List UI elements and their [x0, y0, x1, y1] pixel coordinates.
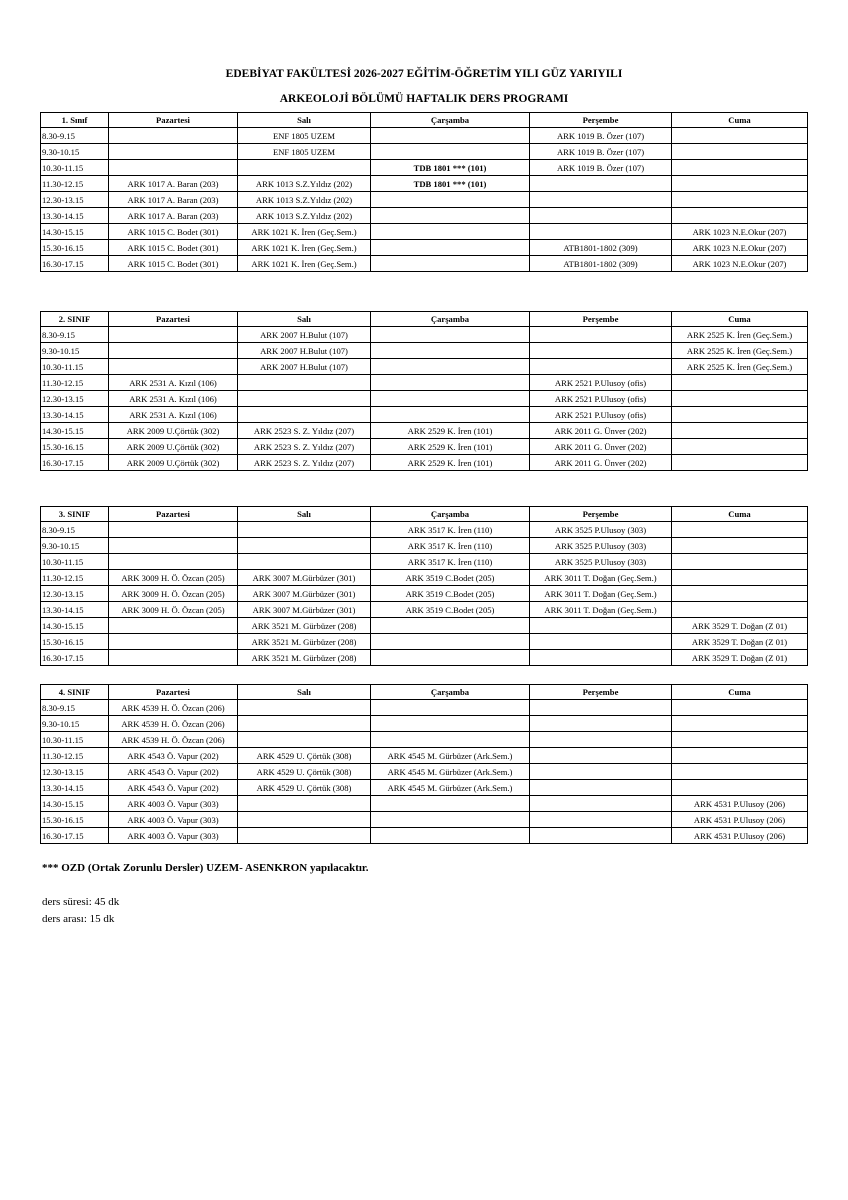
- table-row: [41, 716, 808, 732]
- course-cell: [530, 618, 672, 634]
- course-cell: ARK 1013 S.Z.Yıldız (202): [238, 208, 371, 224]
- day-header: Cuma: [672, 113, 808, 128]
- course-cell: ARK 1017 A. Baran (203): [109, 208, 238, 224]
- course-cell: [672, 748, 808, 764]
- course-cell: [530, 700, 672, 716]
- table-row: [41, 144, 808, 160]
- course-cell: TDB 1801 *** (101): [371, 160, 530, 176]
- course-cell: [672, 176, 808, 192]
- course-cell: [530, 176, 672, 192]
- course-cell: TDB 1801 *** (101): [371, 176, 530, 192]
- class-year-header: 1. Sınıf: [41, 113, 109, 128]
- course-cell: [371, 208, 530, 224]
- course-cell: ARK 3517 K. İren (110): [371, 554, 530, 570]
- time-slot-cell: 14.30-15.15: [41, 423, 109, 439]
- time-slot-cell: 13.30-14.15: [41, 208, 109, 224]
- course-cell: [672, 423, 808, 439]
- day-header: Pazartesi: [109, 685, 238, 700]
- course-cell: ARK 4539 H. Ö. Özcan (206): [109, 716, 238, 732]
- course-cell: [672, 780, 808, 796]
- class-year-header: 3. SINIF: [41, 507, 109, 522]
- table-row: [41, 650, 808, 666]
- table-row: [41, 796, 808, 812]
- course-cell: ARK 3529 T. Doğan (Z 01): [672, 634, 808, 650]
- table-row: [41, 455, 808, 471]
- ozd-note: *** OZD (Ortak Zorunlu Dersler) UZEM- ASENKRON yapılacaktır.: [42, 862, 369, 874]
- course-cell: ARK 1023 N.E.Okur (207): [672, 240, 808, 256]
- lesson-duration-note: ders süresi: 45 dk: [42, 896, 120, 908]
- day-header: Cuma: [672, 685, 808, 700]
- table-row: [41, 407, 808, 423]
- course-cell: ARK 1017 A. Baran (203): [109, 192, 238, 208]
- course-cell: ARK 2523 S. Z. Yıldız (207): [238, 455, 371, 471]
- course-cell: [238, 538, 371, 554]
- course-cell: [371, 256, 530, 272]
- course-cell: ARK 1015 C. Bodet (301): [109, 224, 238, 240]
- table-row: [41, 522, 808, 538]
- course-cell: [371, 650, 530, 666]
- course-cell: ARK 3519 C.Bodet (205): [371, 586, 530, 602]
- course-cell: [371, 240, 530, 256]
- class-year-header: 2. SINIF: [41, 312, 109, 327]
- day-header: Çarşamba: [371, 312, 530, 327]
- course-cell: [109, 554, 238, 570]
- course-cell: [672, 407, 808, 423]
- break-duration-note: ders arası: 15 dk: [42, 913, 115, 925]
- course-cell: [530, 748, 672, 764]
- course-cell: [238, 160, 371, 176]
- course-cell: [238, 407, 371, 423]
- department-title: ARKEOLOJİ BÖLÜMÜ HAFTALIK DERS PROGRAMI: [279, 93, 569, 105]
- course-cell: [109, 538, 238, 554]
- course-cell: [371, 700, 530, 716]
- course-cell: [530, 828, 672, 844]
- table-row: [41, 634, 808, 650]
- course-cell: ARK 3011 T. Doğan (Geç.Sem.): [530, 586, 672, 602]
- time-slot-cell: 15.30-16.15: [41, 240, 109, 256]
- course-cell: [109, 634, 238, 650]
- course-cell: ARK 2529 K. İren (101): [371, 455, 530, 471]
- time-slot-cell: 10.30-11.15: [41, 554, 109, 570]
- course-cell: [530, 192, 672, 208]
- course-cell: ARK 3011 T. Doğan (Geç.Sem.): [530, 602, 672, 618]
- course-cell: ARK 2525 K. İren (Geç.Sem.): [672, 343, 808, 359]
- course-cell: ARK 3525 P.Ulusoy (303): [530, 554, 672, 570]
- time-slot-cell: 10.30-11.15: [41, 160, 109, 176]
- course-cell: ARK 3009 H. Ö. Özcan (205): [109, 602, 238, 618]
- course-cell: ARK 3009 H. Ö. Özcan (205): [109, 570, 238, 586]
- time-slot-cell: 14.30-15.15: [41, 224, 109, 240]
- table-row: [41, 327, 808, 343]
- course-cell: ARK 4529 U. Çörtük (308): [238, 780, 371, 796]
- course-cell: [109, 160, 238, 176]
- day-header: Çarşamba: [371, 507, 530, 522]
- time-slot-cell: 11.30-12.15: [41, 570, 109, 586]
- time-slot-cell: 14.30-15.15: [41, 618, 109, 634]
- day-header: Perşembe: [530, 685, 672, 700]
- faculty-title: EDEBİYAT FAKÜLTESİ 2026-2027 EĞİTİM-ÖĞRETİM YILI GÜZ YARIYILI: [225, 68, 623, 80]
- course-cell: ARK 2009 U.Çörtük (302): [109, 423, 238, 439]
- course-cell: ARK 1021 K. İren (Geç.Sem.): [238, 224, 371, 240]
- time-slot-cell: 8.30-9.15: [41, 522, 109, 538]
- course-cell: [530, 780, 672, 796]
- time-slot-cell: 11.30-12.15: [41, 375, 109, 391]
- table-row: [41, 176, 808, 192]
- day-header: Cuma: [672, 507, 808, 522]
- course-cell: [238, 554, 371, 570]
- table-row: [41, 224, 808, 240]
- time-slot-cell: 16.30-17.15: [41, 650, 109, 666]
- course-cell: [109, 522, 238, 538]
- course-cell: ARK 1013 S.Z.Yıldız (202): [238, 176, 371, 192]
- course-cell: [672, 570, 808, 586]
- course-cell: ARK 2529 K. İren (101): [371, 423, 530, 439]
- course-cell: [371, 391, 530, 407]
- course-cell: [371, 732, 530, 748]
- table-row: [41, 780, 808, 796]
- course-cell: [371, 796, 530, 812]
- course-cell: ARK 2525 K. İren (Geç.Sem.): [672, 359, 808, 375]
- course-cell: ARK 3011 T. Doğan (Geç.Sem.): [530, 570, 672, 586]
- course-cell: ARK 4003 Ö. Vapur (303): [109, 812, 238, 828]
- table-row: [41, 538, 808, 554]
- course-cell: [371, 634, 530, 650]
- course-cell: ARK 1021 K. İren (Geç.Sem.): [238, 256, 371, 272]
- course-cell: [238, 700, 371, 716]
- course-cell: ARK 3521 M. Gürbüzer (208): [238, 618, 371, 634]
- time-slot-cell: 8.30-9.15: [41, 128, 109, 144]
- header-row: [41, 507, 808, 522]
- time-slot-cell: 8.30-9.15: [41, 327, 109, 343]
- course-cell: [672, 160, 808, 176]
- course-cell: [371, 343, 530, 359]
- day-header: Perşembe: [530, 312, 672, 327]
- course-cell: ARK 2531 A. Kızıl (106): [109, 375, 238, 391]
- course-cell: ARK 2525 K. İren (Geç.Sem.): [672, 327, 808, 343]
- time-slot-cell: 9.30-10.15: [41, 538, 109, 554]
- course-cell: ARK 2007 H.Bulut (107): [238, 343, 371, 359]
- course-cell: [238, 375, 371, 391]
- course-cell: ARK 4531 P.Ulusoy (206): [672, 828, 808, 844]
- course-cell: [672, 192, 808, 208]
- course-cell: [530, 812, 672, 828]
- table-row: [41, 240, 808, 256]
- table-row: [41, 423, 808, 439]
- schedule-table-year-4: [40, 684, 808, 844]
- course-cell: ARK 4543 Ö. Vapur (202): [109, 780, 238, 796]
- course-cell: [672, 732, 808, 748]
- course-cell: [530, 650, 672, 666]
- time-slot-cell: 16.30-17.15: [41, 256, 109, 272]
- course-cell: ENF 1805 UZEM: [238, 128, 371, 144]
- course-cell: [109, 327, 238, 343]
- course-cell: [530, 634, 672, 650]
- table-row: [41, 391, 808, 407]
- time-slot-cell: 10.30-11.15: [41, 359, 109, 375]
- course-cell: [238, 522, 371, 538]
- time-slot-cell: 15.30-16.15: [41, 439, 109, 455]
- course-cell: ARK 1015 C. Bodet (301): [109, 256, 238, 272]
- course-cell: [530, 208, 672, 224]
- course-cell: [371, 327, 530, 343]
- course-cell: ARK 3007 M.Gürbüzer (301): [238, 602, 371, 618]
- day-header: Cuma: [672, 312, 808, 327]
- course-cell: [672, 208, 808, 224]
- day-header: Salı: [238, 685, 371, 700]
- course-cell: ARK 3009 H. Ö. Özcan (205): [109, 586, 238, 602]
- table-row: [41, 343, 808, 359]
- course-cell: [238, 812, 371, 828]
- course-cell: [371, 828, 530, 844]
- course-cell: [672, 144, 808, 160]
- course-cell: ARK 2007 H.Bulut (107): [238, 327, 371, 343]
- table-row: [41, 812, 808, 828]
- course-cell: ARK 2011 G. Ünver (202): [530, 455, 672, 471]
- course-cell: [530, 764, 672, 780]
- schedule-table-year-3: [40, 506, 808, 666]
- table-row: [41, 586, 808, 602]
- course-cell: [371, 192, 530, 208]
- time-slot-cell: 14.30-15.15: [41, 796, 109, 812]
- course-cell: ARK 4529 U. Çörtük (308): [238, 764, 371, 780]
- course-cell: [530, 224, 672, 240]
- course-cell: ARK 3529 T. Doğan (Z 01): [672, 618, 808, 634]
- course-cell: ARK 3519 C.Bodet (205): [371, 602, 530, 618]
- course-cell: ARK 2011 G. Ünver (202): [530, 423, 672, 439]
- table-row: [41, 375, 808, 391]
- course-cell: ARK 3525 P.Ulusoy (303): [530, 522, 672, 538]
- header-row: [41, 312, 808, 327]
- time-slot-cell: 15.30-16.15: [41, 812, 109, 828]
- course-cell: ARK 2521 P.Ulusoy (ofis): [530, 375, 672, 391]
- class-year-header: 4. SINIF: [41, 685, 109, 700]
- table-row: [41, 359, 808, 375]
- course-cell: [672, 602, 808, 618]
- time-slot-cell: 8.30-9.15: [41, 700, 109, 716]
- course-cell: ARK 1019 B. Özer (107): [530, 128, 672, 144]
- day-header: Salı: [238, 113, 371, 128]
- course-cell: [530, 716, 672, 732]
- course-cell: [672, 716, 808, 732]
- table-row: [41, 602, 808, 618]
- course-cell: ARK 4543 Ö. Vapur (202): [109, 764, 238, 780]
- table-row: [41, 439, 808, 455]
- course-cell: [672, 538, 808, 554]
- course-cell: [238, 828, 371, 844]
- course-cell: ARK 2011 G. Ünver (202): [530, 439, 672, 455]
- course-cell: [672, 586, 808, 602]
- time-slot-cell: 12.30-13.15: [41, 764, 109, 780]
- course-cell: [672, 128, 808, 144]
- course-cell: [371, 716, 530, 732]
- table-row: [41, 764, 808, 780]
- course-cell: ARK 4529 U. Çörtük (308): [238, 748, 371, 764]
- time-slot-cell: 16.30-17.15: [41, 828, 109, 844]
- course-cell: [371, 144, 530, 160]
- course-cell: ENF 1805 UZEM: [238, 144, 371, 160]
- course-cell: ARK 4543 Ö. Vapur (202): [109, 748, 238, 764]
- course-cell: [530, 359, 672, 375]
- course-cell: [371, 407, 530, 423]
- course-cell: ARK 3517 K. İren (110): [371, 522, 530, 538]
- time-slot-cell: 10.30-11.15: [41, 732, 109, 748]
- day-header: Salı: [238, 507, 371, 522]
- course-cell: ARK 1023 N.E.Okur (207): [672, 224, 808, 240]
- course-cell: ARK 4539 H. Ö. Özcan (206): [109, 700, 238, 716]
- course-cell: ARK 4003 Ö. Vapur (303): [109, 828, 238, 844]
- course-cell: ARK 2521 P.Ulusoy (ofis): [530, 407, 672, 423]
- course-cell: [672, 439, 808, 455]
- course-cell: [109, 128, 238, 144]
- course-cell: [672, 522, 808, 538]
- time-slot-cell: 12.30-13.15: [41, 391, 109, 407]
- course-cell: ARK 4531 P.Ulusoy (206): [672, 812, 808, 828]
- course-cell: [530, 343, 672, 359]
- day-header: Perşembe: [530, 113, 672, 128]
- time-slot-cell: 12.30-13.15: [41, 192, 109, 208]
- course-cell: [371, 375, 530, 391]
- course-cell: ARK 2531 A. Kızıl (106): [109, 391, 238, 407]
- course-cell: [371, 359, 530, 375]
- course-cell: ARK 4545 M. Gürbüzer (Ark.Sem.): [371, 764, 530, 780]
- schedule-table-year-2: [40, 311, 808, 471]
- course-cell: [672, 375, 808, 391]
- table-row: [41, 256, 808, 272]
- course-cell: ARK 3521 M. Gürbüzer (208): [238, 634, 371, 650]
- course-cell: [109, 343, 238, 359]
- course-cell: ARK 3517 K. İren (110): [371, 538, 530, 554]
- course-cell: [109, 650, 238, 666]
- course-cell: ARK 1021 K. İren (Geç.Sem.): [238, 240, 371, 256]
- course-cell: [109, 144, 238, 160]
- table-row: [41, 618, 808, 634]
- time-slot-cell: 9.30-10.15: [41, 343, 109, 359]
- day-header: Pazartesi: [109, 113, 238, 128]
- course-cell: ARK 2007 H.Bulut (107): [238, 359, 371, 375]
- course-cell: [530, 732, 672, 748]
- day-header: Çarşamba: [371, 685, 530, 700]
- course-cell: [109, 359, 238, 375]
- course-cell: ARK 4545 M. Gürbüzer (Ark.Sem.): [371, 748, 530, 764]
- header-row: [41, 113, 808, 128]
- course-cell: ARK 1015 C. Bodet (301): [109, 240, 238, 256]
- day-header: Çarşamba: [371, 113, 530, 128]
- day-header: Salı: [238, 312, 371, 327]
- course-cell: [371, 812, 530, 828]
- course-cell: ARK 1013 S.Z.Yıldız (202): [238, 192, 371, 208]
- course-cell: ARK 2531 A. Kızıl (106): [109, 407, 238, 423]
- course-cell: ATB1801-1802 (309): [530, 240, 672, 256]
- course-cell: [371, 618, 530, 634]
- course-cell: ARK 1019 B. Özer (107): [530, 144, 672, 160]
- time-slot-cell: 16.30-17.15: [41, 455, 109, 471]
- course-cell: ARK 4531 P.Ulusoy (206): [672, 796, 808, 812]
- table-row: [41, 128, 808, 144]
- time-slot-cell: 13.30-14.15: [41, 602, 109, 618]
- table-row: [41, 160, 808, 176]
- course-cell: [530, 327, 672, 343]
- course-cell: ATB1801-1802 (309): [530, 256, 672, 272]
- course-cell: [371, 224, 530, 240]
- course-cell: [371, 128, 530, 144]
- course-cell: ARK 2523 S. Z. Yıldız (207): [238, 423, 371, 439]
- time-slot-cell: 12.30-13.15: [41, 586, 109, 602]
- schedule-table-year-1: [40, 112, 808, 272]
- course-cell: ARK 3529 T. Doğan (Z 01): [672, 650, 808, 666]
- table-row: [41, 748, 808, 764]
- table-row: [41, 554, 808, 570]
- table-row: [41, 570, 808, 586]
- course-cell: [238, 796, 371, 812]
- course-cell: [672, 764, 808, 780]
- time-slot-cell: 9.30-10.15: [41, 144, 109, 160]
- course-cell: ARK 3525 P.Ulusoy (303): [530, 538, 672, 554]
- table-row: [41, 700, 808, 716]
- time-slot-cell: 11.30-12.15: [41, 176, 109, 192]
- course-cell: [672, 455, 808, 471]
- table-row: [41, 828, 808, 844]
- table-row: [41, 732, 808, 748]
- course-cell: [530, 796, 672, 812]
- course-cell: [238, 732, 371, 748]
- day-header: Pazartesi: [109, 507, 238, 522]
- table-row: [41, 192, 808, 208]
- course-cell: [672, 554, 808, 570]
- course-cell: ARK 3521 M. Gürbüzer (208): [238, 650, 371, 666]
- course-cell: ARK 3007 M.Gürbüzer (301): [238, 586, 371, 602]
- course-cell: ARK 4545 M. Gürbüzer (Ark.Sem.): [371, 780, 530, 796]
- day-header: Perşembe: [530, 507, 672, 522]
- time-slot-cell: 15.30-16.15: [41, 634, 109, 650]
- course-cell: ARK 2523 S. Z. Yıldız (207): [238, 439, 371, 455]
- course-cell: ARK 4003 Ö. Vapur (303): [109, 796, 238, 812]
- course-cell: ARK 2009 U.Çörtük (302): [109, 439, 238, 455]
- day-header: Pazartesi: [109, 312, 238, 327]
- course-cell: [109, 618, 238, 634]
- course-cell: ARK 2529 K. İren (101): [371, 439, 530, 455]
- course-cell: [672, 391, 808, 407]
- course-cell: [238, 391, 371, 407]
- header-row: [41, 685, 808, 700]
- time-slot-cell: 13.30-14.15: [41, 780, 109, 796]
- time-slot-cell: 9.30-10.15: [41, 716, 109, 732]
- course-cell: ARK 4539 H. Ö. Özcan (206): [109, 732, 238, 748]
- course-cell: ARK 3007 M.Gürbüzer (301): [238, 570, 371, 586]
- course-cell: [238, 716, 371, 732]
- course-cell: ARK 2521 P.Ulusoy (ofis): [530, 391, 672, 407]
- course-cell: ARK 1019 B. Özer (107): [530, 160, 672, 176]
- time-slot-cell: 13.30-14.15: [41, 407, 109, 423]
- table-row: [41, 208, 808, 224]
- course-cell: ARK 1017 A. Baran (203): [109, 176, 238, 192]
- course-cell: ARK 1023 N.E.Okur (207): [672, 256, 808, 272]
- course-cell: [672, 700, 808, 716]
- course-cell: ARK 2009 U.Çörtük (302): [109, 455, 238, 471]
- time-slot-cell: 11.30-12.15: [41, 748, 109, 764]
- course-cell: ARK 3519 C.Bodet (205): [371, 570, 530, 586]
